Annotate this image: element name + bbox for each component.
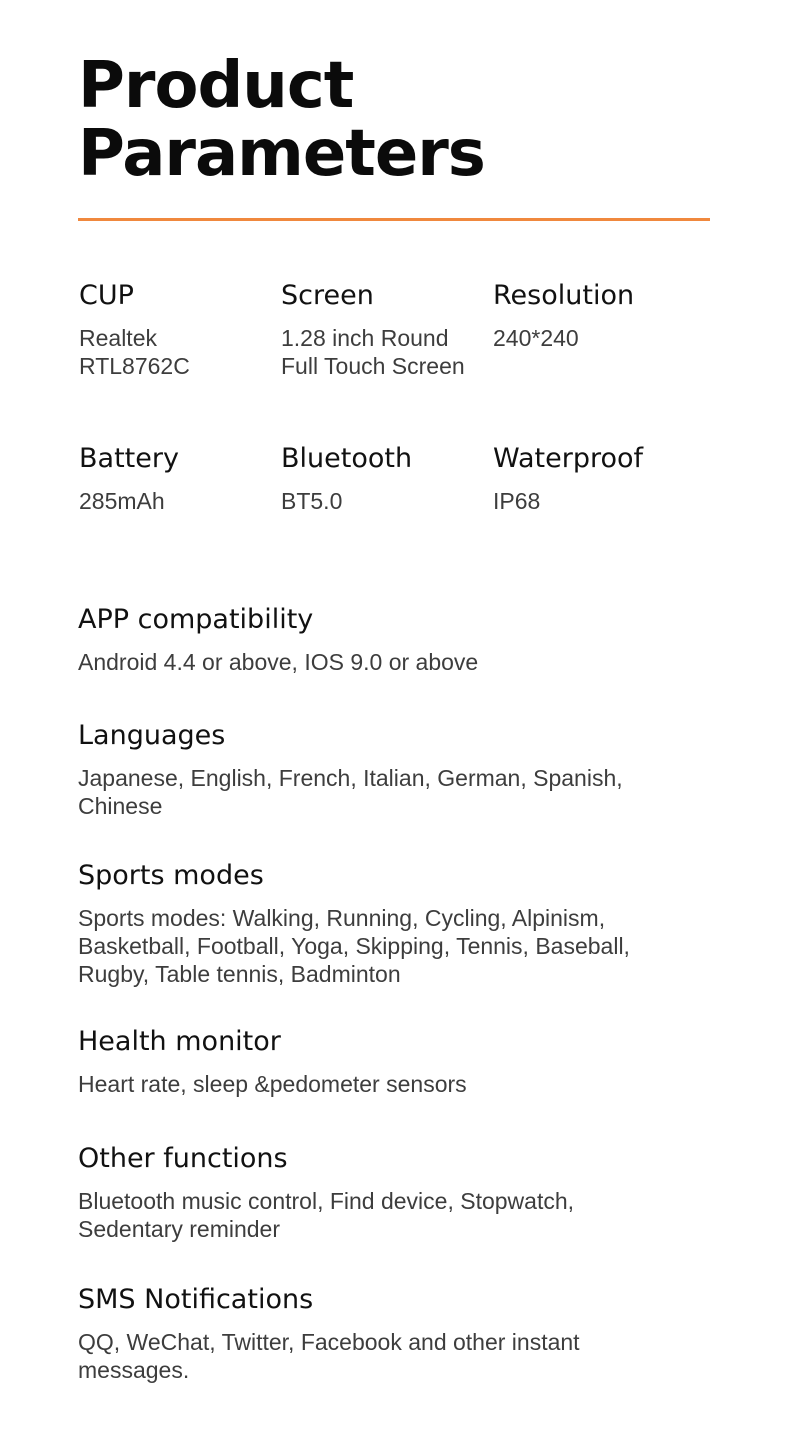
spec-cpu [79,279,259,380]
title-divider [78,218,710,221]
section-sports-modes [78,859,678,988]
spec-label: Resolution [493,280,635,311]
section-heading: Other functions [78,1143,288,1174]
spec-screen [281,279,471,380]
section-text: QQ, WeChat, Twitter, Facebook and other instant messages. [78,1329,580,1383]
spec-label: CUP [79,280,134,311]
spec-battery [79,442,279,515]
section-text: Android 4.4 or above, IOS 9.0 or above [78,649,479,675]
spec-label: Bluetooth [281,443,413,474]
section-heading: Languages [78,720,226,751]
section-text: Sports modes: Walking, Running, Cycling, Alpinism, Basketball, Football, Yoga, Skipping, Tennis, Baseball, Rugby, Table tennis, Badminton [78,905,630,987]
spec-resolution [493,279,693,352]
spec-value: 240*240 [493,325,579,351]
section-text: Bluetooth music control, Find device, Stopwatch, Sedentary reminder [78,1188,575,1242]
section-text: Japanese, English, French, Italian, German, Spanish, Chinese [78,765,623,819]
section-text: Heart rate, sleep &pedometer sensors [78,1071,467,1097]
page-title [78,49,485,191]
section-app-compatibility [78,603,698,676]
section-heading: Health monitor [78,1026,281,1057]
spec-value: Realtek RTL8762C [79,325,190,379]
spec-waterproof [493,442,693,515]
section-sms-notifications [78,1283,658,1384]
spec-bluetooth [281,442,481,515]
section-heading: Sports modes [78,860,264,891]
section-health-monitor [78,1025,698,1098]
spec-value: IP68 [493,488,541,514]
section-other-functions [78,1142,638,1243]
spec-label: Screen [281,280,374,311]
spec-label: Battery [79,443,179,474]
spec-label: Waterproof [493,443,644,474]
spec-value: 285mAh [79,488,165,514]
page-title-line-2: Parameters [78,117,485,191]
section-heading: APP compatibility [78,604,314,635]
section-languages [78,719,678,820]
section-heading: SMS Notifications [78,1284,314,1315]
page-title-line-1: Product [78,49,354,123]
spec-value: 1.28 inch Round Full Touch Screen [281,325,465,379]
spec-value: BT5.0 [281,488,343,514]
